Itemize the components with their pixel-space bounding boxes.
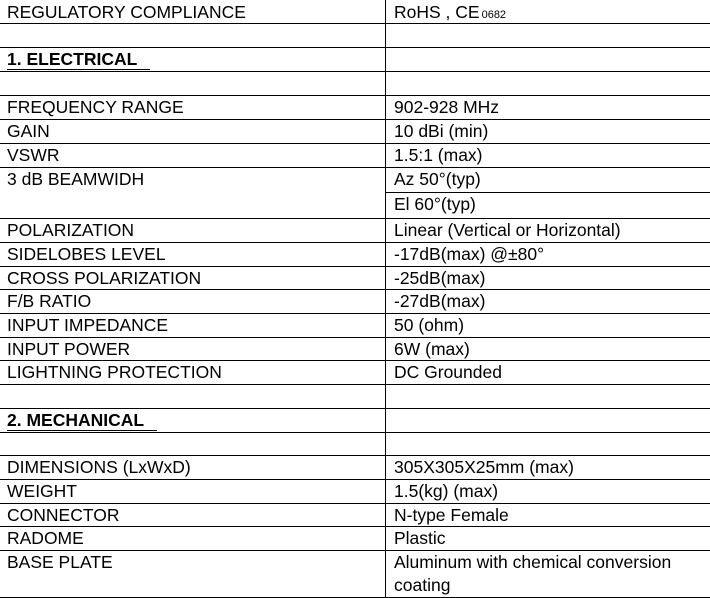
spec-label: CONNECTOR xyxy=(7,505,120,525)
spec-label: POLARIZATION xyxy=(7,220,135,240)
spec-value xyxy=(394,97,499,117)
row-rule xyxy=(0,266,710,267)
row-rule xyxy=(0,526,710,527)
spec-value-text: Aluminum with chemical conversion xyxy=(394,552,672,572)
spec-value xyxy=(394,528,446,548)
spec-label: CROSS POLARIZATION xyxy=(7,268,202,288)
spec-value xyxy=(394,268,485,288)
spec-value-text: RoHS , CE xyxy=(394,2,480,22)
spec-value-text: -17dB(max) @±80° xyxy=(394,244,545,264)
spec-value-text: El 60°(typ) xyxy=(394,194,476,214)
spec-value xyxy=(394,315,464,335)
row-rule xyxy=(0,384,710,385)
row-rule xyxy=(0,550,710,551)
row-rule xyxy=(0,289,710,290)
row-rule xyxy=(0,479,710,480)
spec-value xyxy=(394,552,671,572)
spec-label: LIGHTNING PROTECTION xyxy=(7,362,222,382)
row-rule xyxy=(0,167,710,168)
spec-value xyxy=(394,2,506,25)
spec-label: SIDELOBES LEVEL xyxy=(7,244,166,264)
spec-value xyxy=(394,457,574,477)
spec-label: BASE PLATE xyxy=(7,552,113,572)
section-underline xyxy=(7,69,150,70)
row-rule xyxy=(0,408,710,409)
spec-value xyxy=(394,169,481,189)
spec-label: F/B RATIO xyxy=(7,291,92,311)
spec-value xyxy=(394,291,485,311)
spec-value-text: -27dB(max) xyxy=(394,291,486,311)
spec-value-text: DC Grounded xyxy=(394,362,502,382)
row-rule xyxy=(0,71,710,72)
spec-value-text: Az 50°(typ) xyxy=(394,169,481,189)
spec-value-text: 6W (max) xyxy=(394,339,470,359)
spec-value-continuation: coating xyxy=(394,575,451,595)
row-rule xyxy=(0,218,710,219)
spec-value xyxy=(394,220,621,240)
spec-value-text: 902-928 MHz xyxy=(394,97,500,117)
row-rule xyxy=(0,95,710,96)
spec-value-text: 50 (ohm) xyxy=(394,315,465,335)
row-rule xyxy=(0,47,710,48)
spec-value xyxy=(394,145,483,165)
spec-value-text: N-type Female xyxy=(394,505,509,525)
section-heading: 1. ELECTRICAL xyxy=(7,49,138,69)
spec-label: INPUT POWER xyxy=(7,339,131,359)
row-rule xyxy=(0,503,710,504)
spec-label: VSWR xyxy=(7,145,60,165)
spec-label: GAIN xyxy=(7,121,50,141)
spec-label: 3 dB BEAMWIDH xyxy=(7,169,145,189)
spec-value-text: 305X305X25mm (max) xyxy=(394,457,574,477)
row-rule xyxy=(0,360,710,361)
spec-value xyxy=(394,121,488,141)
spec-value xyxy=(394,505,509,525)
row-rule xyxy=(0,455,710,456)
spec-label: RADOME xyxy=(7,528,84,548)
row-rule-partial xyxy=(385,192,710,193)
spec-value xyxy=(394,362,502,382)
spec-label: WEIGHT xyxy=(7,481,77,501)
spec-value-text: Plastic xyxy=(394,528,446,548)
spec-value xyxy=(394,244,544,264)
row-rule xyxy=(0,242,710,243)
spec-value xyxy=(394,481,498,501)
row-rule xyxy=(0,313,710,314)
spec-label: INPUT IMPEDANCE xyxy=(7,315,169,335)
spec-value-text: 1.5:1 (max) xyxy=(394,145,483,165)
spec-value-text: 10 dBi (min) xyxy=(394,121,489,141)
column-divider xyxy=(385,0,386,598)
ce-number: 0682 xyxy=(481,9,507,21)
row-rule xyxy=(0,337,710,338)
spec-value-text: 1.5(kg) (max) xyxy=(394,481,499,501)
spec-value-text: -25dB(max) xyxy=(394,268,486,288)
spec-value xyxy=(394,339,470,359)
spec-label: DIMENSIONS (LxWxD) xyxy=(7,457,191,477)
section-underline xyxy=(7,430,157,431)
spec-label: REGULATORY COMPLIANCE xyxy=(7,2,246,22)
spec-label: FREQUENCY RANGE xyxy=(7,97,184,117)
spec-value xyxy=(394,194,476,214)
row-rule xyxy=(0,432,710,433)
spec-value-text: Linear (Vertical or Horizontal) xyxy=(394,220,621,240)
section-heading: 2. MECHANICAL xyxy=(7,410,145,430)
row-rule xyxy=(0,143,710,144)
row-rule xyxy=(0,119,710,120)
row-rule xyxy=(0,23,710,24)
